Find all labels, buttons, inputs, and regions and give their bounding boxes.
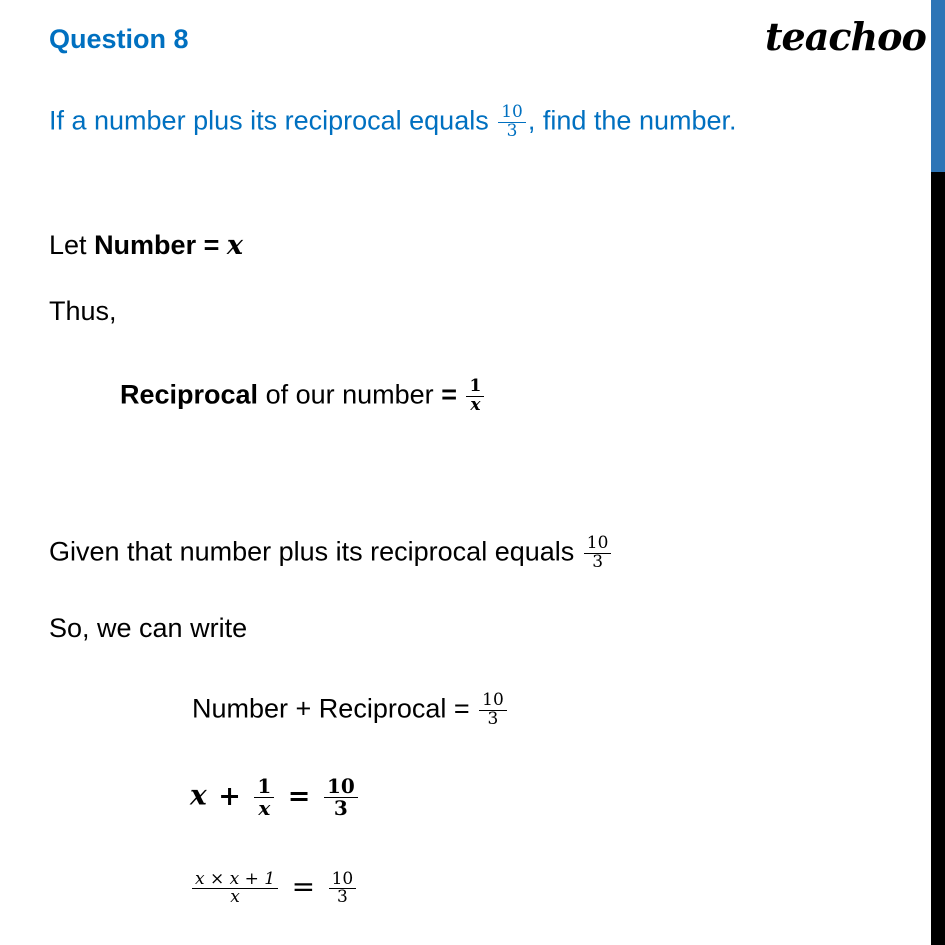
equation-2-right-fraction bbox=[324, 776, 358, 819]
equation-3-equals: = bbox=[291, 870, 316, 903]
fraction-denominator: 3 bbox=[337, 887, 348, 908]
fraction-numerator: 1 bbox=[254, 776, 274, 798]
reciprocal-equals: = bbox=[441, 379, 457, 410]
reciprocal-line bbox=[120, 378, 486, 415]
equation-2 bbox=[190, 776, 360, 819]
equation-2-equals: = bbox=[287, 780, 311, 812]
teachoo-logo: teachoo bbox=[765, 14, 926, 59]
reciprocal-bold: Reciprocal bbox=[120, 379, 259, 410]
equation-2-plus: + bbox=[218, 780, 241, 812]
scrollbar-thumb[interactable] bbox=[931, 0, 945, 172]
let-variable: x bbox=[226, 230, 243, 261]
equation-1-text: Number + Reciprocal = bbox=[192, 693, 470, 724]
equation-3 bbox=[190, 870, 358, 907]
reciprocal-fraction bbox=[466, 378, 484, 415]
equation-2-left-fraction bbox=[254, 776, 274, 819]
fraction-denominator: 3 bbox=[487, 708, 499, 729]
given-fraction bbox=[584, 535, 612, 572]
fraction-numerator: 10 bbox=[498, 104, 526, 123]
fraction-numerator: 10 bbox=[329, 871, 357, 890]
reciprocal-text: of our number bbox=[265, 379, 434, 410]
fraction-denominator: 3 bbox=[592, 551, 604, 572]
given-line bbox=[49, 535, 613, 572]
fraction-denominator: x bbox=[230, 887, 240, 908]
question-text-after: , find the number. bbox=[527, 105, 737, 136]
let-line bbox=[49, 230, 243, 261]
question-title: Question 8 bbox=[49, 24, 189, 54]
so-line: So, we can write bbox=[49, 613, 248, 643]
equation-3-left-fraction bbox=[192, 868, 278, 908]
question-fraction bbox=[498, 104, 526, 141]
let-prefix: Let bbox=[49, 230, 87, 260]
equation-3-right-fraction bbox=[329, 868, 357, 908]
fraction-numerator: 10 bbox=[324, 776, 358, 798]
fraction-numerator: x × x + 1 bbox=[192, 871, 278, 890]
let-bold: Number = bbox=[94, 230, 220, 260]
fraction-denominator: 3 bbox=[506, 120, 518, 141]
equation-1-fraction bbox=[479, 692, 507, 729]
thus-line: Thus, bbox=[49, 296, 117, 326]
equation-1 bbox=[192, 692, 509, 729]
given-text: Given that number plus its reciprocal equals bbox=[49, 536, 575, 567]
fraction-denominator: x bbox=[258, 796, 271, 820]
equation-2-variable: x bbox=[190, 778, 207, 812]
fraction-denominator: 3 bbox=[333, 796, 348, 820]
fraction-numerator: 1 bbox=[466, 378, 484, 397]
question-text bbox=[49, 104, 737, 141]
question-text-before: If a number plus its reciprocal equals bbox=[49, 105, 489, 136]
fraction-numerator: 10 bbox=[584, 535, 612, 554]
fraction-denominator: x bbox=[470, 394, 481, 415]
fraction-numerator: 10 bbox=[479, 692, 507, 711]
